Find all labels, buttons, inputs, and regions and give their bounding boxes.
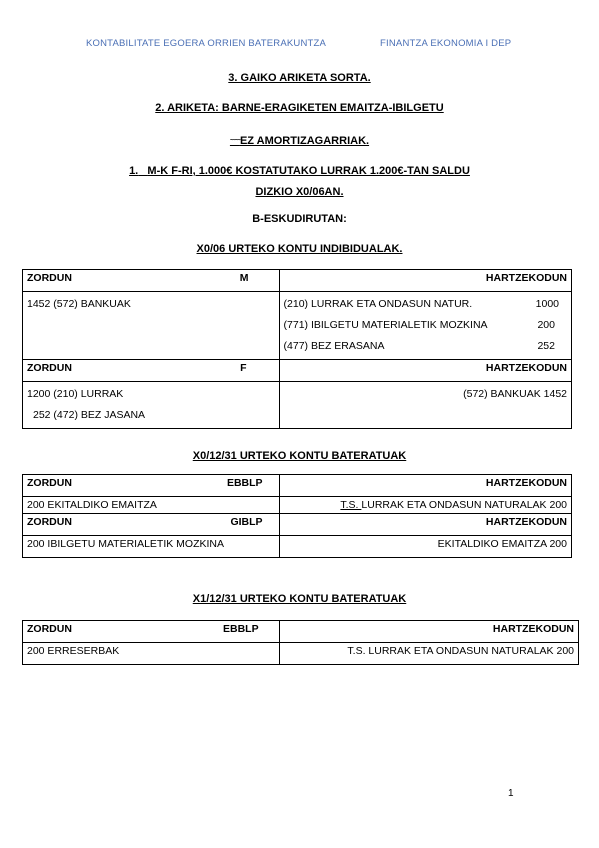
title-amortizagarriak [0, 135, 599, 147]
ebblp-right: LURRAK ETA ONDASUN NATURALAK 200 [361, 499, 567, 511]
b-eskudirutan: B-ESKUDIRUTAN: [252, 213, 347, 225]
table-individual [22, 269, 572, 429]
m-right-amount-1: 1000 [535, 298, 559, 310]
f-zordun-cell [23, 360, 280, 382]
item-number: 1. [129, 165, 139, 177]
m-zordun-cell [23, 270, 280, 292]
f-left-cell [23, 382, 280, 429]
f-tag: F [240, 362, 247, 374]
giblp-hartzekodun: HARTZEKODUN [279, 514, 571, 536]
f-right-cell [279, 382, 571, 429]
m-right-line-3 [284, 336, 567, 357]
x1-zordun-cell [23, 621, 280, 643]
x1-left: 200 ERRESERBAK [23, 643, 280, 665]
item-line-1 [0, 165, 599, 177]
m-left-line: 1452 (572) BANKUAK [27, 298, 131, 310]
x1-tag: EBBLP [222, 623, 259, 635]
f-zordun: ZORDUN [27, 362, 72, 374]
m-hartzekodun: HARTZEKODUN [279, 270, 571, 292]
title-x0-12-31: X0/12/31 URTEKO KONTU BATERATUAK [192, 450, 407, 462]
ebblp-tag: EBBLP [226, 477, 263, 489]
m-right-text-1: (210) LURRAK ETA ONDASUN NATUR. [283, 298, 473, 310]
header-left: KONTABILITATE EGOERA ORRIEN BATERAKUNTZA [86, 38, 327, 49]
title-ariketa: 2. ARIKETA: BARNE-ERAGIKETEN EMAITZA-IBILGETU [155, 102, 444, 114]
m-right-text-3: (477) BEZ ERASANA [283, 340, 385, 352]
giblp-right: EKITALDIKO EMAITZA 200 [279, 536, 571, 558]
m-right-amount-2: 200 [537, 319, 555, 331]
giblp-left: 200 IBILGETU MATERIALETIK MOZKINA [23, 536, 280, 558]
giblp-zordun-cell [23, 514, 280, 536]
table-bateratuak-x1 [22, 620, 579, 665]
title-x0-06: X0/06 URTEKO KONTU INDIBIDUALAK. [196, 243, 403, 255]
scan-artifact: ~~~~ [229, 138, 240, 145]
item-line-2: DIZKIO X0/06AN. [255, 186, 344, 198]
title-sorta: 3. GAIKO ARIKETA SORTA. [228, 72, 371, 84]
m-right-line-2 [284, 315, 567, 336]
ebblp-zordun-cell [23, 475, 280, 497]
header-right: FINANTZA EKONOMIA I DEP [380, 38, 512, 49]
f-right-line: (572) BANKUAK 1452 [463, 388, 567, 400]
giblp-zordun: ZORDUN [27, 516, 72, 528]
m-right-cell [279, 292, 571, 360]
table-bateratuak-x0 [22, 474, 572, 558]
f-left-line-2: 252 (472) BEZ JASANA [33, 409, 146, 421]
m-right-text-2: (771) IBILGETU MATERIALETIK MOZKINA [283, 319, 488, 331]
x1-right: T.S. LURRAK ETA ONDASUN NATURALAK 200 [279, 643, 578, 665]
m-left-cell [23, 292, 280, 360]
m-tag: M [239, 272, 249, 284]
m-right-line-1 [284, 294, 567, 315]
m-zordun: ZORDUN [27, 272, 72, 284]
x1-zordun: ZORDUN [27, 623, 72, 635]
title-x1-12-31: X1/12/31 URTEKO KONTU BATERATUAK [192, 593, 407, 605]
ts-prefix: T.S. [340, 499, 362, 511]
x1-hartzekodun: HARTZEKODUN [279, 621, 578, 643]
ebblp-right-cell [279, 497, 571, 514]
giblp-tag: GIBLP [230, 516, 263, 528]
m-right-amount-3: 252 [537, 340, 555, 352]
page-number: 1 [508, 788, 514, 799]
f-hartzekodun: HARTZEKODUN [279, 360, 571, 382]
item-text-1: M-K F-RI, 1.000€ KOSTATUTAKO LURRAK 1.200€-TAN SALDU [147, 165, 470, 177]
ebblp-zordun: ZORDUN [27, 477, 72, 489]
f-left-line-1: 1200 (210) LURRAK [27, 388, 124, 400]
amort-text: EZ AMORTIZAGARRIAK. [239, 135, 370, 147]
ebblp-hartzekodun: HARTZEKODUN [279, 475, 571, 497]
ebblp-left: 200 EKITALDIKO EMAITZA [23, 497, 280, 514]
